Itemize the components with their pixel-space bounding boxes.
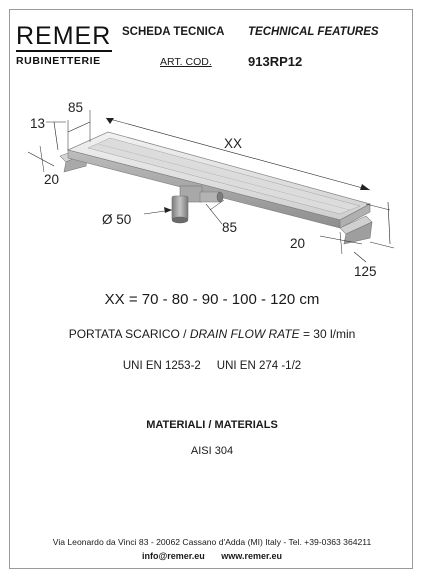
flow-label-en: DRAIN FLOW RATE bbox=[189, 327, 300, 341]
dim-diameter-50: Ø 50 bbox=[102, 212, 132, 227]
standards bbox=[0, 360, 424, 372]
materials-value: AISI 304 bbox=[190, 445, 234, 457]
materials-title: MATERIALI / MATERIALS bbox=[146, 419, 278, 431]
footer-contacts bbox=[0, 551, 424, 561]
dim-125: 125 bbox=[354, 264, 377, 279]
footer-website[interactable]: www.remer.eu bbox=[221, 551, 282, 561]
dim-20-left: 20 bbox=[44, 172, 60, 187]
dim-13: 13 bbox=[30, 116, 46, 131]
standard-1: UNI EN 1253-2 bbox=[122, 360, 201, 372]
footer-email[interactable]: info@remer.eu bbox=[141, 551, 205, 561]
dim-85-bottom: 85 bbox=[222, 220, 238, 235]
flow-value: = 30 l/min bbox=[302, 327, 356, 341]
drain-channel-drawing bbox=[10, 92, 410, 282]
standard-2: UNI EN 274 -1/2 bbox=[216, 360, 302, 372]
flow-label-it: PORTATA SCARICO / bbox=[68, 327, 187, 341]
brand-logo: REMER bbox=[16, 22, 112, 50]
dim-20-right: 20 bbox=[290, 236, 306, 251]
brand-underline bbox=[16, 50, 112, 52]
header-scheda-tecnica: SCHEDA TECNICA bbox=[122, 26, 225, 38]
dim-xx: XX bbox=[224, 136, 243, 151]
brand-subtitle: RUBINETTERIE bbox=[16, 55, 101, 67]
article-code-value: 913RP12 bbox=[248, 54, 303, 69]
dim-85-top: 85 bbox=[68, 100, 84, 115]
available-lengths: XX = 70 - 80 - 90 - 100 - 120 cm bbox=[104, 291, 320, 308]
drain-flow-rate bbox=[0, 327, 424, 341]
article-code-label: ART. COD. bbox=[160, 56, 212, 68]
footer-address: Via Leonardo da Vinci 83 - 20062 Cassano d'Adda (MI) Italy - Tel. +39-0363 364211 bbox=[52, 537, 372, 547]
header-technical-features: TECHNICAL FEATURES bbox=[248, 26, 379, 38]
outlet-pipe bbox=[172, 196, 188, 220]
